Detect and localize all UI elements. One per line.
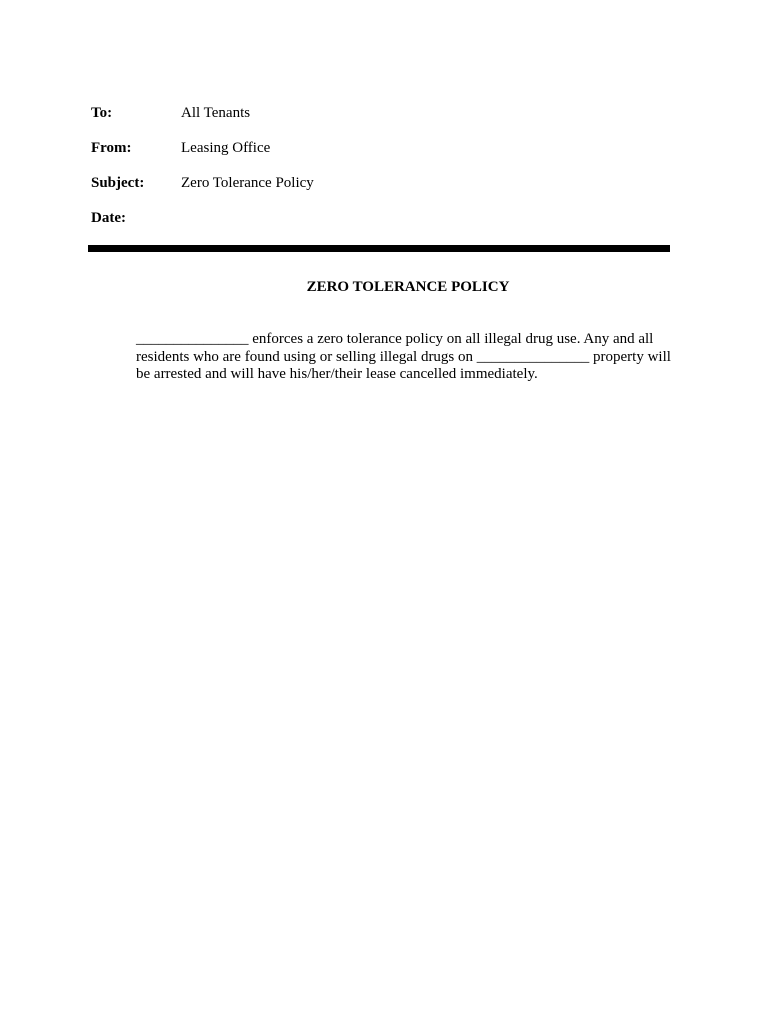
to-row xyxy=(91,105,691,140)
to-label: To: xyxy=(91,105,113,121)
document-title: ZERO TOLERANCE POLICY xyxy=(306,279,510,295)
subject-label: Subject: xyxy=(91,175,145,191)
from-label: From: xyxy=(91,140,132,156)
from-row xyxy=(91,140,691,175)
from-value: Leasing Office xyxy=(181,140,271,156)
subject-value: Zero Tolerance Policy xyxy=(181,175,314,191)
subject-row xyxy=(91,175,691,210)
policy-body: _______________ enforces a zero tolerance policy on all illegal drug use. Any and all residents who are found using or selling illegal drugs on _______________ property will be arrested and will have his/her/their lease cancelled immediately. xyxy=(136,331,671,382)
memo-header xyxy=(91,105,691,245)
date-row xyxy=(91,210,691,245)
header-divider xyxy=(88,245,670,252)
date-label: Date: xyxy=(91,210,126,226)
to-value: All Tenants xyxy=(181,105,251,121)
